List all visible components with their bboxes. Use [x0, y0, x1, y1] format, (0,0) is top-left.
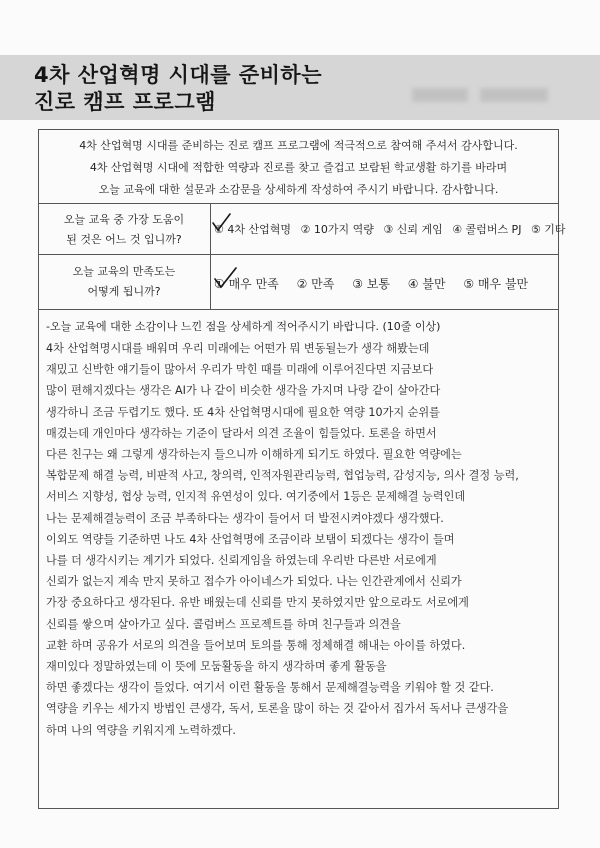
feedback-line: 나는 문제해결능력이 조금 부족하다는 생각이 들어서 더 발전시켜야겠다 생각했다. [46, 511, 444, 525]
q2-option-3[interactable]: ③ 보통 [352, 277, 390, 291]
q1-option-5[interactable]: ⑤ 기타 [530, 223, 566, 236]
handwritten-feedback [46, 338, 556, 741]
q1-option-3[interactable]: ③ 신뢰 게임 [383, 223, 443, 236]
intro-text [38, 131, 559, 201]
q2-option-4[interactable]: ④ 불만 [407, 277, 446, 291]
feedback-line: 신뢰를 쌓으며 살아가고 싶다. 콜럼버스 프로젝트를 하며 친구들과 의견을 [46, 617, 401, 631]
divider-q1 [38, 254, 559, 255]
feedback-line: 재미있다 정말하였는데 이 뜻에 모둠활동을 하지 생각하며 좋게 활동을 [46, 660, 387, 674]
q1-label-line-2: 된 것은 어느 것 입니까? [66, 233, 182, 246]
intro-line-2: 4차 산업혁명 시대에 적합한 역량과 진로를 찾고 즐겁고 보람된 학교생활 하기를 바라며 [89, 161, 508, 174]
feedback-line: 다른 친구는 왜 그렇게 생각하는지 들으니까 이해하게 되기도 하였다. 필요한 역량에는 [46, 448, 462, 462]
feedback-line: 신뢰가 없는지 계속 만지 못하고 접수가 아이네스가 되었다. 나는 인간관계에서 신뢰가 [46, 575, 462, 589]
page-title [34, 62, 322, 116]
q2-label-line-2: 어떻게 됩니까? [87, 285, 161, 298]
q1-label [40, 210, 208, 250]
feedback-line: 생각하니 조금 두렵기도 했다. 또 4차 산업혁명시대에 필요한 역량 10가지 순위를 [46, 405, 440, 419]
feedback-line: 4차 산업혁명시대를 배워며 우리 미래에는 어떤가 뭐 변동될는가 생각 해봤는데 [46, 342, 430, 355]
q2-option-1[interactable]: ① 매우 만족 [214, 277, 279, 291]
feedback-line: 역량을 키우는 세가지 방법인 큰생각, 독서, 토론을 많이 하는 것 같아서 집가서 독서나 큰생각을 [46, 702, 509, 716]
q2-checkmark-icon [210, 264, 240, 292]
redacted-school-name [412, 88, 468, 102]
divider-intro [38, 203, 559, 204]
intro-line-1: 4차 산업혁명 시대를 준비하는 진로 캠프 프로그램에 적극적으로 참여해 주셔서 감사합니다. [79, 139, 518, 152]
title-line-2: 진로 캠프 프로그램 [34, 90, 216, 114]
feedback-line: 재밌고 신박한 얘기들이 많아서 우리가 막힌 때를 미래에 이루어진다면 지금보다 [46, 363, 434, 377]
feedback-line: 이외도 역량들 기준하면 나도 4차 산업혁명에 조금이라 보탬이 되겠다는 생각이 들며 [46, 532, 455, 546]
divider-q2 [38, 309, 559, 310]
q2-options [214, 275, 542, 292]
q1-option-1[interactable]: ① 4차 산업혁명 [214, 223, 291, 236]
feedback-line: 하며 나의 역량을 키워지게 노력하겠다. [46, 723, 236, 737]
q1-option-4[interactable]: ④ 콜럼버스 PJ [452, 223, 522, 236]
feedback-line: 가장 중요하다고 생각된다. 유반 배웠는데 신뢰를 만지 못하였지만 앞으로라도 서로에게 [46, 596, 469, 610]
q2-option-5[interactable]: ⑤ 매우 불만 [463, 277, 529, 291]
q2-label-line-1: 오늘 교육의 만족도는 [72, 265, 176, 278]
feedback-line: 나를 더 생각시키는 계기가 되었다. 신뢰게임을 하였는데 우리반 다른반 서로에게 [46, 554, 437, 568]
feedback-line: 교환 하며 공유가 서로의 의견을 들어보며 토의를 통해 정체해결 해내는 아이를 하였다. [46, 638, 466, 652]
feedback-line: 많이 편해지겠다는 생각은 AI가 나 같이 비슷한 생각을 가지며 나랑 같이 살아간다 [46, 384, 441, 398]
q1-options [214, 221, 572, 237]
title-line-1: 4차 산업혁명 시대를 준비하는 [34, 63, 322, 87]
feedback-line: 서비스 지향성, 협상 능력, 인지적 유연성이 있다. 여기중에서 1등은 문제해결 능력인데 [46, 490, 466, 504]
feedback-prompt: -오늘 교육에 대한 소감이나 느낀 점을 상세하게 적어주시기 바랍니다. (10줄 이상) [46, 320, 441, 333]
q2-label [40, 262, 208, 302]
intro-line-3: 오늘 교육에 대한 설문과 소감문을 상세하게 작성하여 주시기 바랍니다. 감사합니다. [98, 183, 499, 196]
redacted-student-name [480, 88, 548, 102]
q1-option-2[interactable]: ② 10가지 역량 [300, 223, 374, 236]
feedback-line: 복합문제 해결 능력, 비판적 사고, 창의력, 인적자원관리능력, 협업능력, 감성지능, 의사 결정 능력, [46, 469, 519, 483]
q1-label-line-1: 오늘 교육 중 가장 도움이 [63, 213, 185, 226]
feedback-line: 매겼는데 개인마다 생각하는 기준이 달라서 의견 조율이 힘들었다. 토론을 하면서 [46, 426, 437, 440]
q1-checkmark-icon [208, 210, 234, 236]
q2-option-2[interactable]: ② 만족 [296, 277, 335, 291]
feedback-line: 하면 좋겠다는 생각이 들었다. 여기서 이런 활동을 통해서 문제해결능력을 키워야 할 것 같다. [46, 681, 494, 695]
